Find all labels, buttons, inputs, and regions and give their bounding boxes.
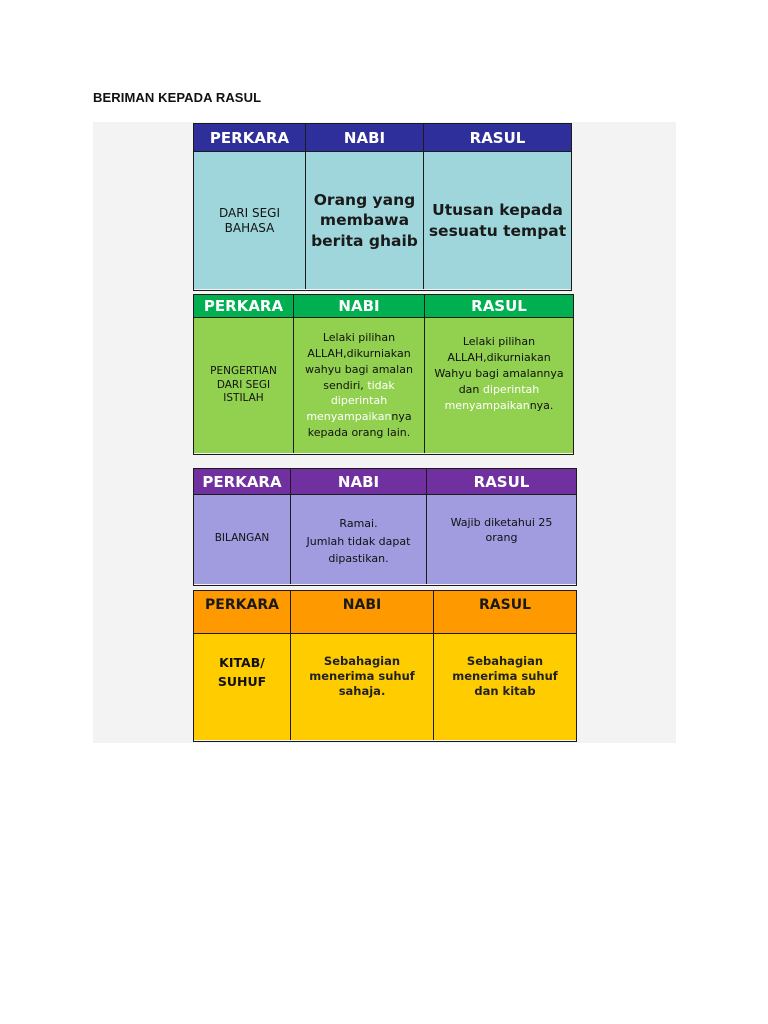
cell-nabi xyxy=(306,152,424,289)
text-line: SUHUF xyxy=(217,673,267,689)
table-dari-segi-bahasa xyxy=(193,123,572,291)
cell-rasul xyxy=(424,152,571,289)
table-kitab-suhuf xyxy=(193,590,577,742)
header-perkara: PERKARA xyxy=(194,591,291,633)
text-line: Sebahagian xyxy=(466,654,544,668)
text-line: BAHASA xyxy=(224,220,275,235)
cell-rasul xyxy=(425,318,573,453)
text-line: Wahyu bagi amalannya xyxy=(434,366,564,380)
header-nabi: NABI xyxy=(291,469,427,494)
text-line: Lelaki pilihan xyxy=(322,330,396,344)
table-header xyxy=(194,124,571,152)
text-line: ALLAH,dikurniakan xyxy=(447,350,551,364)
highlighted-text: tidak xyxy=(367,378,395,392)
document-title: BERIMAN KEPADA RASUL xyxy=(93,90,262,105)
cell-perkara xyxy=(194,495,291,584)
cell-nabi xyxy=(291,634,434,740)
highlighted-text: diperintah xyxy=(330,394,388,408)
text-line: sahaja. xyxy=(338,683,386,698)
table-bilangan xyxy=(193,468,577,586)
cell-rasul xyxy=(434,634,576,740)
table-row xyxy=(194,152,571,289)
header-nabi: NABI xyxy=(306,124,424,151)
text-line: KITAB/ xyxy=(219,655,265,670)
table-header xyxy=(194,295,573,318)
text-line: menerima suhuf xyxy=(309,668,415,683)
text-segment: nya xyxy=(391,410,412,424)
text-line: Jumlah tidak dapat xyxy=(306,534,411,548)
text-line: Wajib diketahui 25 xyxy=(450,516,553,529)
text-line xyxy=(306,409,411,425)
text-line xyxy=(323,378,395,394)
cell-rasul xyxy=(427,495,576,584)
text-line: ALLAH,dikurniakan xyxy=(307,346,411,360)
text-line: membawa xyxy=(319,211,410,230)
text-segment: nya. xyxy=(529,398,554,412)
header-nabi: NABI xyxy=(291,591,434,633)
text-segment: sendiri, xyxy=(323,378,364,392)
highlighted-text: diperintah xyxy=(482,382,540,396)
header-rasul: RASUL xyxy=(473,472,530,491)
text-line: Lelaki pilihan xyxy=(462,335,536,348)
text-line: DARI SEGI xyxy=(219,205,280,220)
text-line: PENGERTIAN xyxy=(210,365,277,378)
text-segment: dan xyxy=(458,382,480,396)
table-pengertian-istilah xyxy=(193,294,574,455)
text-line: berita ghaib xyxy=(311,231,418,250)
header-rasul: RASUL xyxy=(471,297,527,315)
cell-perkara xyxy=(194,634,291,740)
text-line: sesuatu tempat xyxy=(428,221,567,240)
text-line: wahyu bagi amalan xyxy=(305,362,413,376)
table-row xyxy=(194,634,576,740)
text-line: dan kitab xyxy=(474,683,536,698)
header-rasul: RASUL xyxy=(469,128,526,147)
text-line: orang xyxy=(485,531,518,545)
text-line: dipastikan. xyxy=(328,552,389,566)
header-nabi: NABI xyxy=(294,295,425,317)
cell-nabi xyxy=(294,318,425,453)
text-line: ISTILAH xyxy=(223,392,264,405)
text-line: Sebahagian xyxy=(323,654,401,668)
text-line: Ramai. xyxy=(339,517,378,530)
header-perkara: PERKARA xyxy=(194,295,294,317)
text-line: DARI SEGI xyxy=(216,378,271,391)
header-rasul: RASUL xyxy=(479,597,531,613)
text-line: Utusan kepada xyxy=(432,201,563,220)
text-line: menerima suhuf xyxy=(452,668,558,683)
text-line xyxy=(445,398,554,414)
text-line: Orang yang xyxy=(313,190,416,209)
text-line: BILANGAN xyxy=(214,531,270,544)
highlighted-text: menyampaikan xyxy=(444,398,530,412)
table-header xyxy=(194,591,576,634)
header-perkara: PERKARA xyxy=(194,124,306,151)
table-row xyxy=(194,495,576,584)
cell-perkara xyxy=(194,318,294,453)
cell-perkara xyxy=(194,152,306,289)
table-row xyxy=(194,318,573,453)
highlighted-text: menyampaikan xyxy=(306,410,392,424)
text-line: kepada orang lain. xyxy=(307,426,411,440)
table-header xyxy=(194,469,576,495)
cell-nabi xyxy=(291,495,427,584)
text-line xyxy=(459,382,540,398)
header-perkara: PERKARA xyxy=(194,469,291,494)
